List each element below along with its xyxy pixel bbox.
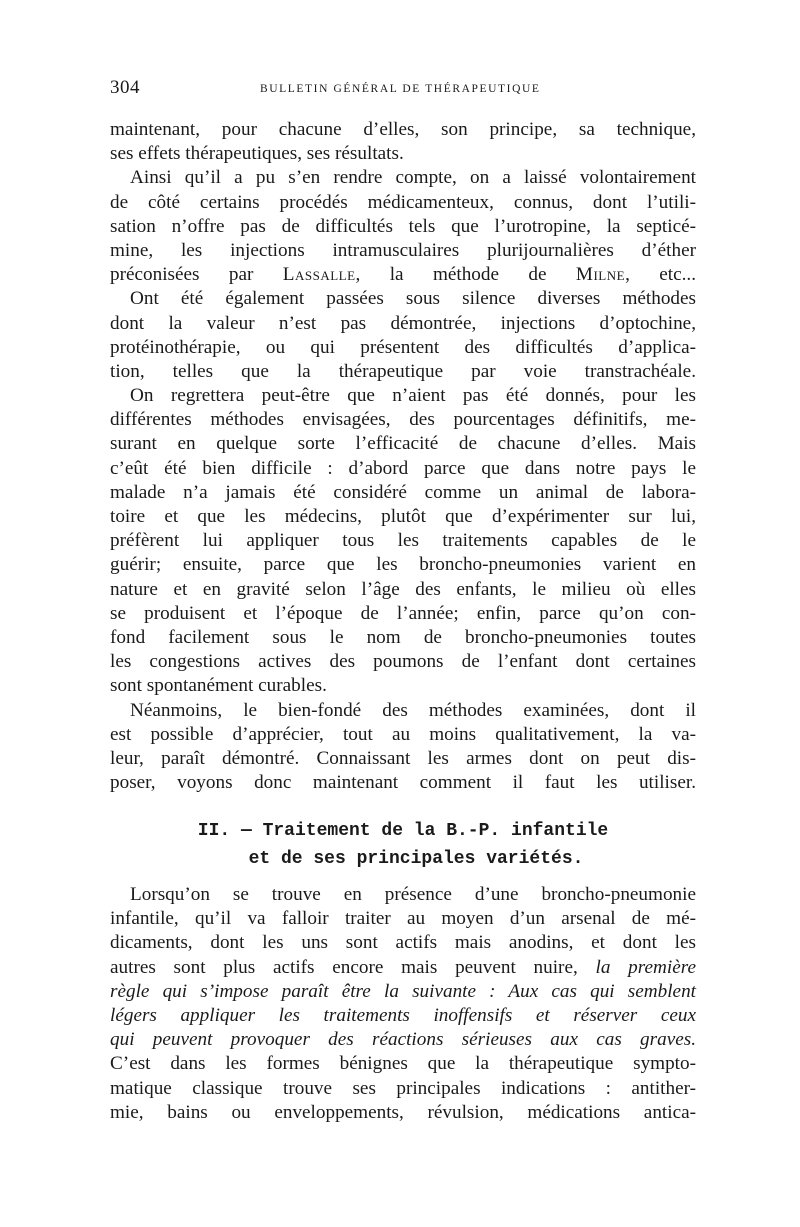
text-line: se produisent et l’époque de l’année; enfin, parce qu’on con-	[110, 602, 696, 624]
paragraph-start: Néanmoins, le bien-fondé des méthodes examinées, dont il	[130, 699, 696, 721]
text-line: ses effets thérapeutiques, ses résultats.	[110, 143, 404, 165]
journal-title: BULLETIN GÉNÉRAL DE THÉRAPEUTIQUE	[260, 83, 541, 95]
text-line: différentes méthodes envisagées, des pourcentages définitifs, me-	[110, 409, 696, 431]
text-line: fond facilement sous le nom de broncho-pneumonies toutes	[110, 626, 696, 648]
text-segment: , la méthode de	[355, 264, 576, 286]
text-line: C’est dans les formes bénignes que la thérapeutique sympto-	[110, 1053, 696, 1075]
text-segment: , etc...	[625, 264, 696, 286]
text-line: guérir; ensuite, parce que les broncho-pneumonies varient en	[110, 554, 696, 576]
text-line: nature et en gravité selon l’âge des enfants, le milieu où elles	[110, 578, 696, 600]
body-text-2	[110, 883, 696, 1125]
italic-segment: la première	[595, 956, 696, 978]
text-line-mixed	[110, 956, 696, 980]
italic-line: qui peuvent provoquer des réactions sérieuses aux cas graves.	[110, 1029, 696, 1051]
text-line: dont la valeur n’est pas démontrée, injections d’optochine,	[110, 312, 696, 334]
text-line: préfèrent lui appliquer tous les traitements capables de le	[110, 530, 696, 552]
paragraph-start: Lorsqu’on se trouve en présence d’une broncho-pneumonie	[130, 884, 696, 905]
text-line: mine, les injections intramusculaires plurijournalières d’éther	[110, 239, 696, 261]
section-heading-line-2: et de ses principales variétés.	[248, 849, 584, 869]
text-line: matique classique trouve ses principales indications : antither-	[110, 1077, 696, 1099]
text-line: sont spontanément curables.	[110, 675, 327, 697]
running-head	[110, 76, 696, 100]
text-line: infantile, qu’il va falloir traiter au moyen d’un arsenal de mé-	[110, 908, 696, 930]
text-line: les congestions actives des poumons de l’enfant dont certaines	[110, 651, 696, 673]
paragraph-start: Ainsi qu’il a pu s’en rendre compte, on a laissé volontairement	[130, 167, 696, 189]
text-line: tion, telles que la thérapeutique par voie transtrachéale.	[110, 360, 696, 382]
text-segment: préconisées par	[110, 264, 283, 286]
text-line: de côté certains procédés médicamenteux, connus, dont l’utili-	[110, 191, 696, 213]
text-segment: autres sont plus actifs encore mais peuvent nuire,	[110, 956, 596, 978]
italic-line: règle qui s’impose paraît être la suivante : Aux cas qui semblent	[110, 980, 696, 1002]
text-line-with-authors	[110, 263, 696, 287]
text-line: c’eût été bien difficile : d’abord parce que dans notre pays le	[110, 457, 696, 479]
text-line: poser, voyons donc maintenant comment il faut les utiliser.	[110, 772, 696, 794]
text-line: protéinothérapie, ou qui présentent des difficultés d’applica-	[110, 336, 696, 358]
text-line: mie, bains ou enveloppements, révulsion, médications antica-	[110, 1101, 696, 1123]
page-number: 304	[110, 77, 140, 98]
text-line: leur, paraît démontré. Connaissant les armes dont on peut dis-	[110, 747, 696, 769]
text-line: maintenant, pour chacune d’elles, son principe, sa technique,	[110, 119, 696, 140]
text-line: surant en quelque sorte l’efficacité de chacune d’elles. Mais	[110, 433, 696, 455]
author-name-lassalle: Lassalle	[282, 264, 356, 286]
text-line: dicaments, dont les uns sont actifs mais anodins, et dont les	[110, 932, 696, 954]
section-heading	[110, 817, 696, 873]
body-text	[110, 118, 696, 795]
text-line: malade n’a jamais été considéré comme un animal de labora-	[110, 481, 696, 503]
text-line: toire et que les médecins, plutôt que d’expérimenter sur lui,	[110, 506, 696, 527]
text-line: sation n’offre pas de difficultés tels que l’urotropine, la septicé-	[110, 215, 696, 237]
paragraph-start: On regrettera peut-être que n’aient pas été donnés, pour les	[130, 385, 696, 407]
text-line: est possible d’apprécier, tout au moins qualitativement, la va-	[110, 723, 696, 745]
paragraph-start: Ont été également passées sous silence diverses méthodes	[130, 288, 696, 310]
italic-line: légers appliquer les traitements inoffensifs et réserver ceux	[110, 1004, 696, 1026]
author-name-milne: Milne	[575, 264, 626, 286]
section-heading-line-1: II. — Traitement de la B.-P. infantile	[197, 821, 609, 841]
